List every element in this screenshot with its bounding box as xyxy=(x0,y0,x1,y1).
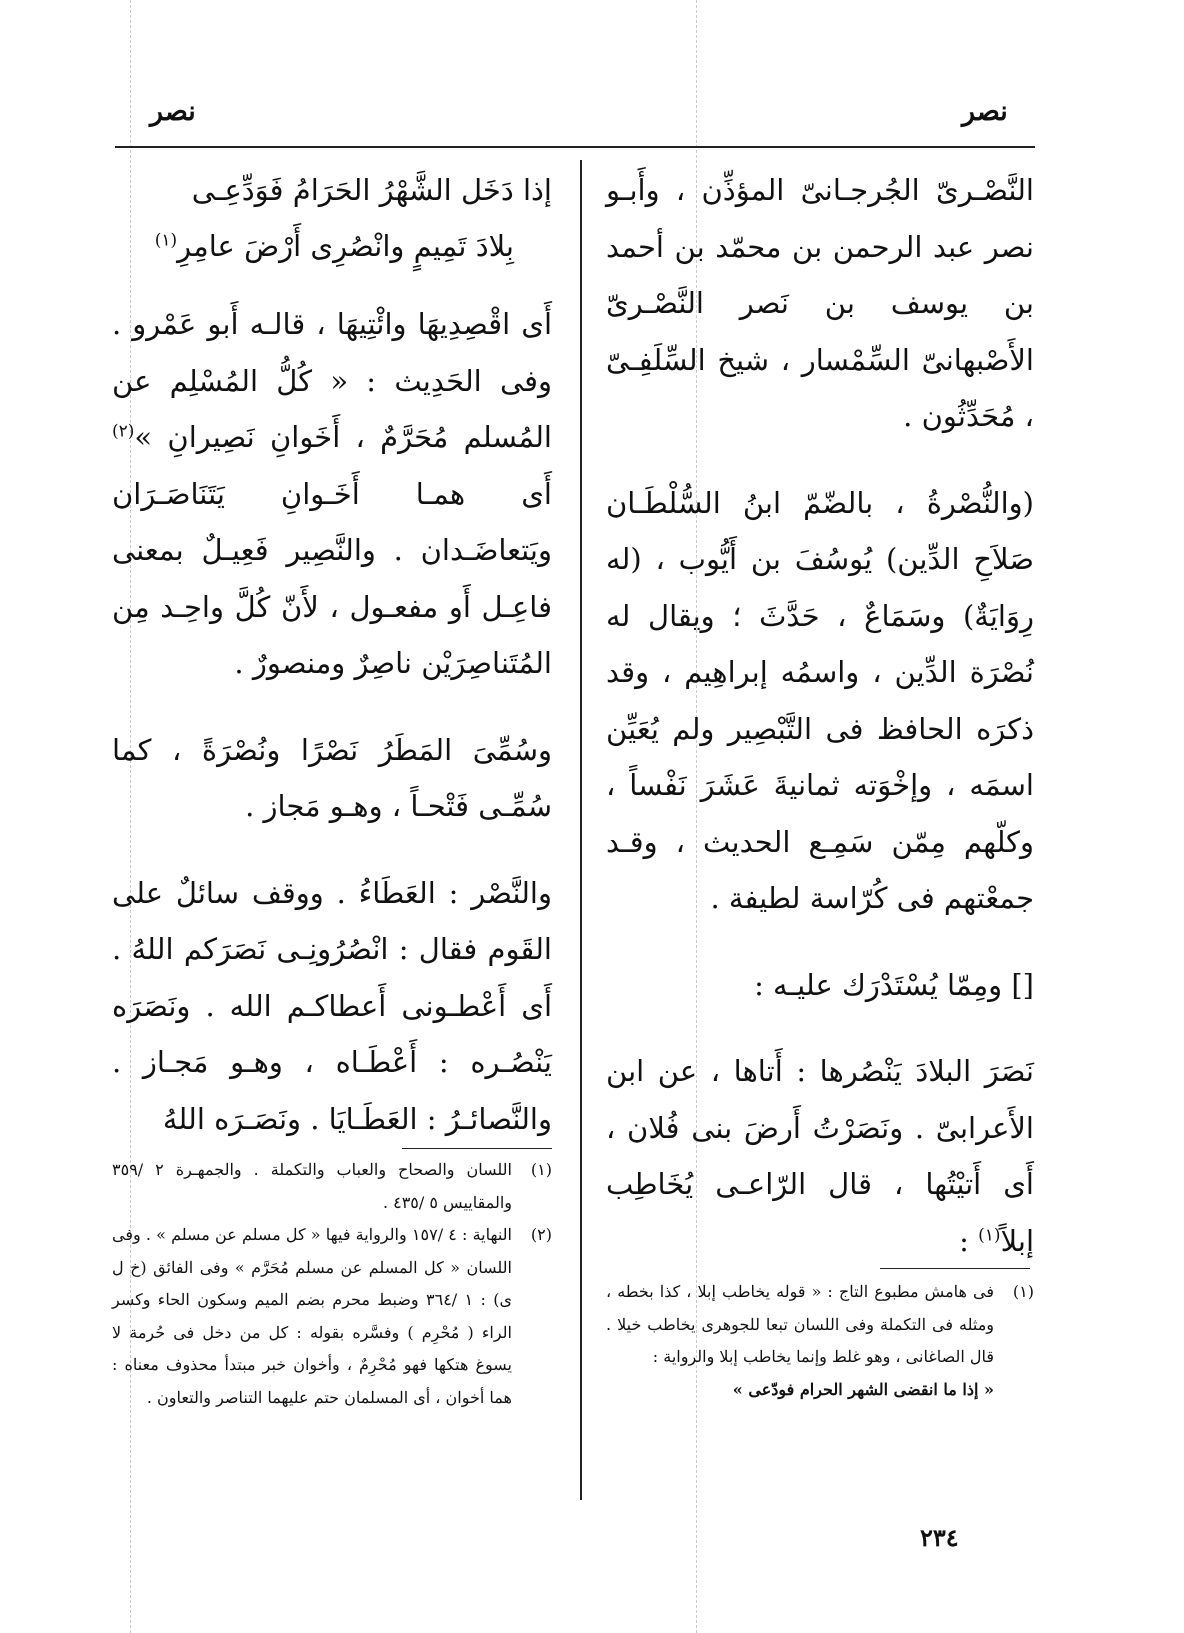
left-paragraph-2: وسُمِّىَ المَطَرُ نَصْرًا ونُصْرَةً ، كما سُمِّـى فَتْحـاً ، وهـو مَجاز . xyxy=(112,732,552,823)
footnote-left-2 xyxy=(112,1219,552,1414)
verse-line-2-text: بِلادَ تَمِيمٍ وانْصُرِى أَرْضَ عامِرِ xyxy=(177,229,514,263)
footnote-ref: (١) xyxy=(978,1224,1001,1245)
right-paragraph-4-end: : xyxy=(959,1223,979,1258)
verse-line-1: إذا دَخَل الشَّهْرُ الحَرَامُ فَوَدِّعِـى xyxy=(191,173,552,207)
right-paragraph-2: (والنُّصْرةُ ، بالضّمّ ابنُ السُّلْطَـان صَلاَحِ الدِّين) يُوسُفَ بن أَيُّوب ، (له رِوَايَةٌ) وسَمَاعٌ ، حَدَّثَ ؛ ويقال له نُصْرَة الدِّين ، واسمُه إبراهِيم ، وقد ذكرَه الحافظ فى التَّبْصِير ولم يُعَيِّن اسمَه ، وإخْوَته ثمانيةَ عَشَرَ نَفْساً ، وكلّهم مِمّن سَمِـع الحديث ، وقـد جمعْتهم فى كُرّاسة لطيفة . xyxy=(606,485,1034,915)
footnote-ref: (٢) xyxy=(112,421,135,442)
footnote-number: (١) xyxy=(1012,1282,1034,1301)
left-paragraph-1-text: أَى اقْصِدِيهَا وائْتِيهَا ، قالـه أَبو عَمْرو . وفى الحَدِيث : « كُلُّ المُسْلِم عن المُسلم مُحَرَّمٌ ، أَخَوانِ نَصِيرانِ » xyxy=(112,307,552,454)
footnote-right-1 xyxy=(606,1276,1034,1374)
footnote-ref: (١) xyxy=(154,230,178,251)
column-divider xyxy=(580,160,582,1500)
footnote-number: (٢) xyxy=(530,1225,552,1244)
right-paragraph-4 xyxy=(606,1043,1034,1269)
footnote-text: النهاية : ٤ /١٥٧ والرواية فيها « كل مسلم عن مسلم » . وفى اللسان « كل المسلم عن مسلم مُحَرَّم » وفى الفائق (خ ل ى) : ١ /٣٦٤ وضبط محرم بضم الميم وسكون الحاء وكسر الراء ( مُحْرِم ) وفسَّره بقوله : كل من دخل فى حُرمة لا يسوغ هتكها فهو مُحْرِمٌ ، وأخوان خبر مبتدأ محذوف معناه : هما أخوان ، أى المسلمان حتم عليهما التناصر والتعاون . xyxy=(112,1225,513,1407)
page-number: ٢٣٤ xyxy=(920,1523,959,1552)
left-paragraph-1 xyxy=(112,296,552,692)
running-head-right: نصر xyxy=(962,96,1008,127)
right-paragraph-1: النَّصْـرىّ الجُرجـانىّ المؤذِّن ، وأَبـو نصر عبد الرحمن بن محمّد بن أحمد بن يوسف بن نَصر النَّصْـرىّ الأَصْبهانىّ السِّمْسار ، شيخ السِّلَفِـىّ ، مُحَدِّثُون . xyxy=(606,173,1034,433)
footnotes-left xyxy=(112,1154,552,1414)
left-paragraph-3: والنَّصْر : العَطَاءُ . ووقف سائلٌ على القَوم فقال : انْصُرُونِـى نَصَرَكم اللهُ . أَى أَعْطـونى أَعطاكـم الله . ونَصَرَه يَنْصُـره : أَعْطَـاه ، وهـو مَجـاز . والنَّصائـرُ : العَطَـايَا . ونَصَـرَه اللهُ xyxy=(112,875,552,1136)
verse-line-2 xyxy=(112,218,552,274)
footnote-text: اللسان والصحاح والعباب والتكملة . والجمهـرة ٢ /٣٥٩ والمقاييس ٥ /٤٣٥ . xyxy=(112,1160,512,1212)
footnote-left-1 xyxy=(112,1154,552,1219)
right-paragraph-4-text: نَصَرَ البلادَ يَنْصُرها : أَتاها ، عن ابن الأَعرابىّ . ونَصَرْتُ أَرضَ بنى فُلان ، أَى أَتيْتُها ، قال الرّاعـى يُخَاطِب إبلاً xyxy=(606,1054,1034,1258)
right-paragraph-3: [] ومِمّا يُسْتَدْرَك عليـه : xyxy=(754,967,1034,1002)
header-rule xyxy=(115,146,1035,148)
footnotes-right xyxy=(606,1276,1034,1406)
left-paragraph-1-end: أَى همـا أَخَـوانِ يَتَنَاصَـرَان ويَتعاضَـدان . والنَّصِير فَعِيـلٌ بمعنى فاعِـل أَو مفعـول ، لأَنّ كُلَّ واحِـد مِن المُتَناصِرَيْن ناصِرٌ ومنصورٌ . xyxy=(112,476,552,680)
footnote-text: فى هامش مطبوع التاج : « قوله يخاطب إبلا ، كذا بخطه ، ومثله فى التكملة وفى اللسان تبعا للجوهرى يخاطب خيلا . قال الصاغانى ، وهو غلط وإنما يخاطب إبلا والرواية : xyxy=(606,1282,994,1366)
right-column xyxy=(606,162,1034,1269)
footnote-rule-right xyxy=(880,1268,1030,1269)
footnote-rule-left xyxy=(402,1148,552,1149)
footnote-number: (١) xyxy=(530,1160,552,1179)
left-column xyxy=(112,162,552,1147)
running-head-left: نصر xyxy=(150,96,196,127)
footnote-verse: « إذا ما انقضى الشهر الحرام فودّعى » xyxy=(732,1379,994,1399)
